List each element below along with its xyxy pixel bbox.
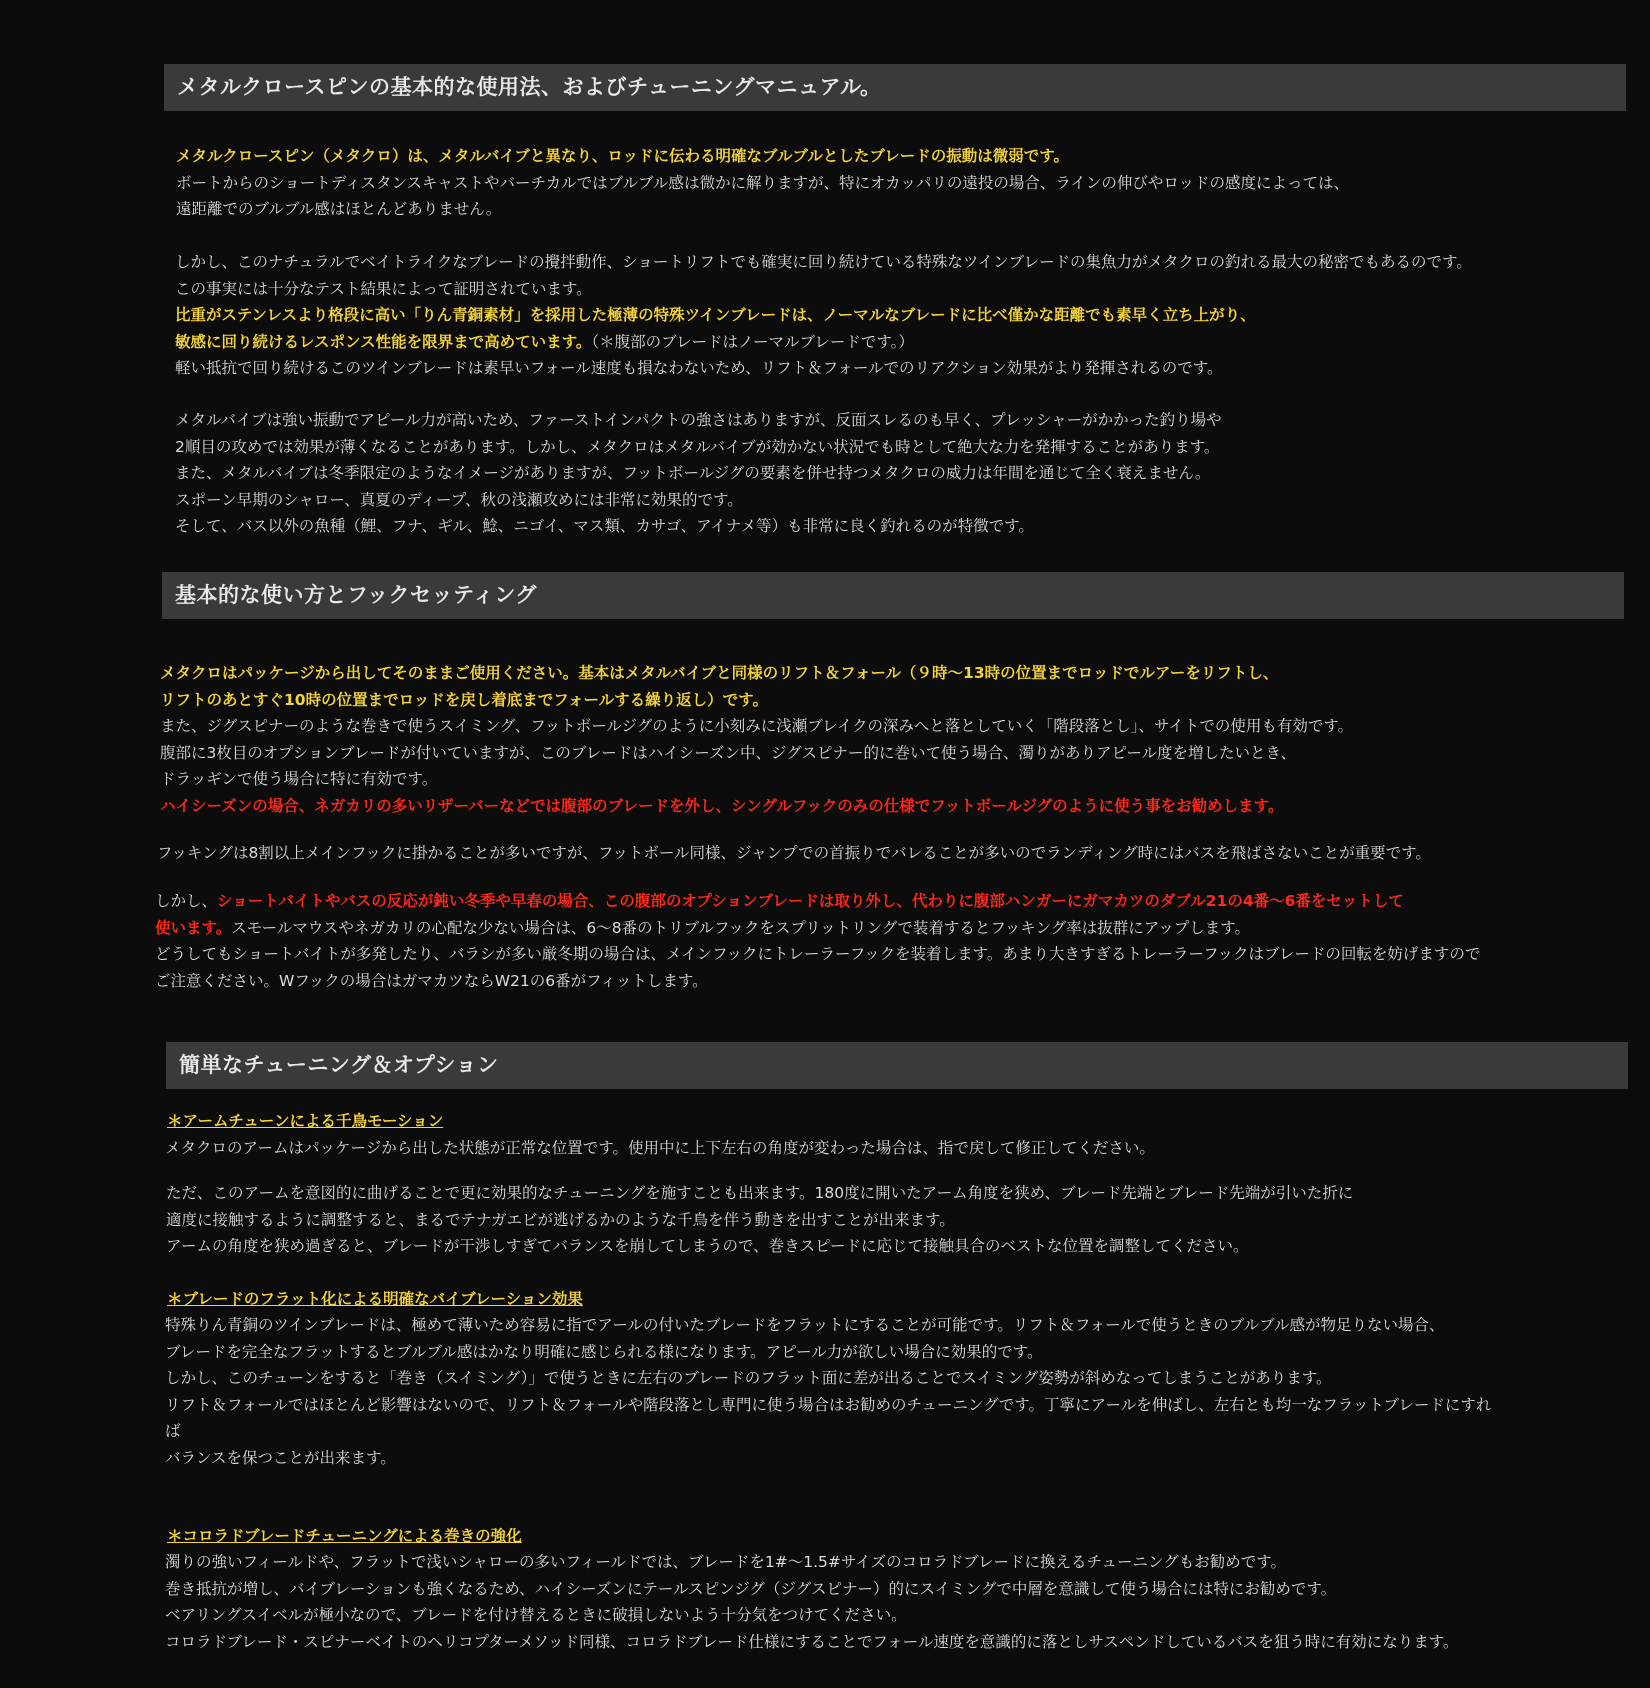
body-text: 適度に接触するように調整すると、まるでテナガエビが逃げるかのような千鳥を伴う動きを出すことが出来ます。 (166, 1210, 955, 1229)
body-text: ただ、このアームを意図的に曲げることで更に効果的なチューニングを施すことも出来ます。180度に開いたアーム角度を狭め、ブレード先端とブレード先端が引いた折に (166, 1184, 1354, 1202)
body-text: ブレードを完全なフラットするとブルブル感はかなり明確に感じられる様になります。アピール力が欲しい場合に効果的です。 (165, 1342, 1043, 1361)
body-text: どうしてもショートバイトが多発したり、バラシが多い厳冬期の場合は、メインフックにトレーラーフックを装着します。あまり大きすぎるトレーラーフックはブレードの回転を妨げますので (155, 945, 1481, 964)
subsection-1-paragraph-1 (165, 1135, 1155, 1162)
text-line (166, 1207, 1353, 1234)
body-text: また、ジグスピナーのような巻きで使うスイミング、フットボールジグのように小刻みに浅瀬ブレイクの深みへと落としていく「階段落とし」、サイトでの使用も有効です。 (160, 717, 1354, 736)
body-text: 2順目の攻めでは効果が薄くなることがあります。しかし、メタクロはメタルバイブが効かない状況でも時として絶大な力を発揮することがあります。 (175, 437, 1220, 456)
text-line (175, 487, 1222, 514)
text-line (165, 1576, 1458, 1603)
text-line (175, 302, 1472, 329)
body-text: この事実には十分なテスト結果によって証明されています。 (175, 279, 592, 298)
text-line (155, 968, 1480, 995)
body-text: ベアリングスイベルが極小なので、ブレードを付け替えるときに破損しないよう十分気をつけてください。 (165, 1606, 907, 1625)
text-line (165, 1602, 1458, 1629)
subsection-3-heading (167, 1523, 522, 1550)
text-line (155, 915, 1480, 942)
subsection-heading-text: ＊アームチューンによる千鳥モーション (167, 1112, 444, 1130)
emphasis-red-text: ショートバイトやバスの反応が鈍い冬季や早春の場合、この腹部のオプションブレードは取り外し、代わりに腹部ハンガーにガマカツのダブル21の4番～6番をセットして (217, 892, 1404, 910)
body-text: ドラッギンで使う場合に特に有効です。 (160, 770, 438, 789)
body-text: フッキングは8割以上メインフックに掛かることが多いですが、フットボール同様、ジャンプでの首振りでバレることが多いのでランディング時にはバスを飛ばさないことが重要です。 (157, 844, 1431, 862)
body-text: ば (165, 1422, 181, 1441)
emphasis-yellow-text: メタクロはパッケージから出してそのままご使用ください。基本はメタルバイブと同様のリフト＆フォール（９時～13時の位置までロッドでルアーをリフトし、 (160, 664, 1279, 682)
text-line (175, 407, 1222, 434)
subsection-3-paragraph-1 (165, 1549, 1458, 1655)
body-text: ボートからのショートディスタンスキャストやバーチカルではブルブル感は微かに解りますが、特にオカッパリの遠投の場合、ラインの伸びやロッドの感度によっては、 (176, 173, 1350, 192)
body-text: 濁りの強いフィールドや、フラットで浅いシャローの多いフィールドでは、ブレードを1#～1.5#サイズのコロラドブレードに換えるチューニングもお勧めです。 (165, 1553, 1287, 1571)
text-line (165, 1365, 1491, 1392)
subsection-2-paragraph-1 (165, 1312, 1491, 1472)
body-text: 腹部に3枚目のオプションブレードが付いていますが、このブレードはハイシーズン中、ジグスピナー的に巻いて使う場合、濁りがありアピール度を増したいとき、 (160, 743, 1296, 762)
text-line (160, 687, 1353, 714)
section-2-header: 基本的な使い方とフックセッティング (162, 572, 1624, 619)
text-line (160, 793, 1353, 820)
section-2-paragraph-3 (155, 888, 1480, 994)
text-line (176, 170, 1349, 197)
section-3-header: 簡単なチューニング＆オプション (166, 1042, 1628, 1089)
body-text: ご注意ください。Wフックの場合はガマカツならW21の6番がフィットします。 (155, 971, 708, 990)
body-text: アームの角度を狭め過ぎると、ブレードが干渉しすぎてバランスを崩してしまうので、巻きスピードに応じて接触具合のベストな位置を調整してください。 (166, 1237, 1249, 1256)
text-line (160, 660, 1353, 687)
text-line (165, 1629, 1458, 1656)
text-line (165, 1312, 1491, 1339)
text-line (155, 941, 1480, 968)
text-line (165, 1418, 1491, 1445)
section-1-header: メタルクロースピンの基本的な使用法、およびチューニングマニュアル。 (164, 64, 1626, 111)
text-line (165, 1135, 1155, 1162)
text-line (175, 355, 1472, 382)
body-text: しかし、このナチュラルでベイトライクなブレードの攪拌動作、ショートリフトでも確実に回り続けている特殊なツインブレードの集魚力がメタクロの釣れる最大の秘密でもあるのです。 (175, 253, 1472, 271)
body-text: リフト＆フォールではほとんど影響はないので、リフト＆フォールや階段落とし専門に使う場合はお勧めのチューニングです。丁寧にアールを伸ばし、左右とも均一なフラットブレードにすれ (165, 1395, 1492, 1414)
section-2-paragraph-1 (160, 660, 1353, 820)
text-line (175, 434, 1222, 461)
body-text: （＊腹部のブレードはノーマルブレードです。） (591, 332, 914, 351)
body-text: しかし、 (155, 892, 218, 910)
emphasis-yellow-text: 比重がステンレスより格段に高い「りん青銅素材」を採用した極薄の特殊ツインブレードは、ノーマルなブレードに比べ僅かな距離でも素早く立ち上がり、 (175, 306, 1256, 325)
text-line (165, 1339, 1491, 1366)
text-line (160, 766, 1353, 793)
text-line (160, 713, 1353, 740)
body-text: コロラドブレード・スピナーベイトのヘリコプターメソッド同様、コロラドブレード仕様にすることでフォール速度を意識的に落としサスペンドしているバスを狙う時に有効になります。 (165, 1632, 1459, 1651)
section-1-paragraph-1 (176, 143, 1349, 223)
body-text: バランスを保つことが出来ます。 (165, 1448, 396, 1467)
section-2-paragraph-2 (157, 840, 1431, 867)
section-1-paragraph-3 (175, 407, 1222, 540)
text-line (175, 513, 1222, 540)
text-line (175, 460, 1222, 487)
body-text: 巻き抵抗が増し、バイブレーションも強くなるため、ハイシーズンにテールスピンジグ（ジグスピナー）的にスイミングで中層を意識して使う場合には特にお勧めです。 (165, 1579, 1337, 1598)
body-text: 軽い抵抗で回り続けるこのツインブレードは素早いフォール速度も損なわないため、リフト＆フォールでのリアクション効果がより発揮されるのです。 (175, 359, 1223, 378)
body-text: また、メタルバイブは冬季限定のようなイメージがありますが、フットボールジグの要素を併せ持つメタクロの威力は年間を通じて全く衰えません。 (175, 464, 1211, 483)
body-text: スモールマウスやネガカリの心配な少ない場合は、6～8番のトリブルフックをスプリットリングで装着するとフッキング率は抜群にアップします。 (231, 918, 1250, 937)
body-text: スポーン早期のシャロー、真夏のディープ、秋の浅瀬攻めには非常に効果的です。 (175, 490, 743, 509)
emphasis-yellow-text: 敏感に回り続けるレスポンス性能を限界まで高めています。 (175, 332, 592, 351)
subsection-2-heading (167, 1286, 583, 1313)
body-text: しかし、このチューンをすると「巻き（スイミング）」で使うときに左右のブレードのフラット面に差が出ることでスイミング姿勢が斜めなってしまうことがあります。 (165, 1369, 1332, 1388)
text-line (165, 1392, 1491, 1419)
emphasis-yellow-text: メタルクロースピン（メタクロ）は、メタルバイブと異なり、ロッドに伝わる明確なブルブルとしたブレードの振動は微弱です。 (176, 147, 1069, 165)
text-line (155, 888, 1480, 915)
text-line (157, 840, 1431, 867)
emphasis-red-text: ハイシーズンの場合、ネガカリの多いリザーバーなどでは腹部のブレードを外し、シングルフックのみの仕様でフットボールジグのように使う事をお勧めします。 (160, 796, 1284, 815)
body-text: メタルバイブは強い振動でアピール力が高いため、ファーストインパクトの強さはありますが、反面スレるのも早く、プレッシャーがかかった釣り場や (175, 411, 1222, 429)
text-line (175, 276, 1472, 303)
emphasis-yellow-text: リフトのあとすぐ10時の位置までロッドを戻し着底までフォールする繰り返し）です。 (160, 690, 768, 709)
section-1-paragraph-2 (175, 249, 1472, 382)
text-line (165, 1549, 1458, 1576)
text-line (176, 196, 1349, 223)
subsection-1-heading (167, 1108, 443, 1135)
text-line (166, 1180, 1353, 1207)
body-text: 遠距離でのブルブル感はほとんどありません。 (176, 200, 502, 219)
subsection-1-paragraph-2 (166, 1180, 1353, 1260)
emphasis-red-text: 使います。 (155, 918, 232, 937)
text-line (176, 143, 1349, 170)
subsection-heading-text: ＊ブレードのフラット化による明確なバイブレーション効果 (167, 1290, 583, 1308)
body-text: そして、バス以外の魚種（鯉、フナ、ギル、鯰、ニゴイ、マス類、カサゴ、アイナメ等）も非常に良く釣れるのが特徴です。 (175, 517, 1034, 536)
text-line (160, 740, 1353, 767)
body-text: メタクロのアームはパッケージから出した状態が正常な位置です。使用中に上下左右の角度が変わった場合は、指で戻して修正してください。 (165, 1139, 1155, 1157)
body-text: 特殊りん青銅のツインブレードは、極めて薄いため容易に指でアールの付いたブレードをフラットにすることが可能です。リフト＆フォールで使うときのブルブル感が物足りない場合、 (165, 1316, 1445, 1334)
text-line (175, 329, 1472, 356)
text-line (166, 1233, 1353, 1260)
text-line (175, 249, 1472, 276)
subsection-heading-text: ＊コロラドブレードチューニングによる巻きの強化 (167, 1527, 522, 1545)
text-line (165, 1445, 1491, 1472)
